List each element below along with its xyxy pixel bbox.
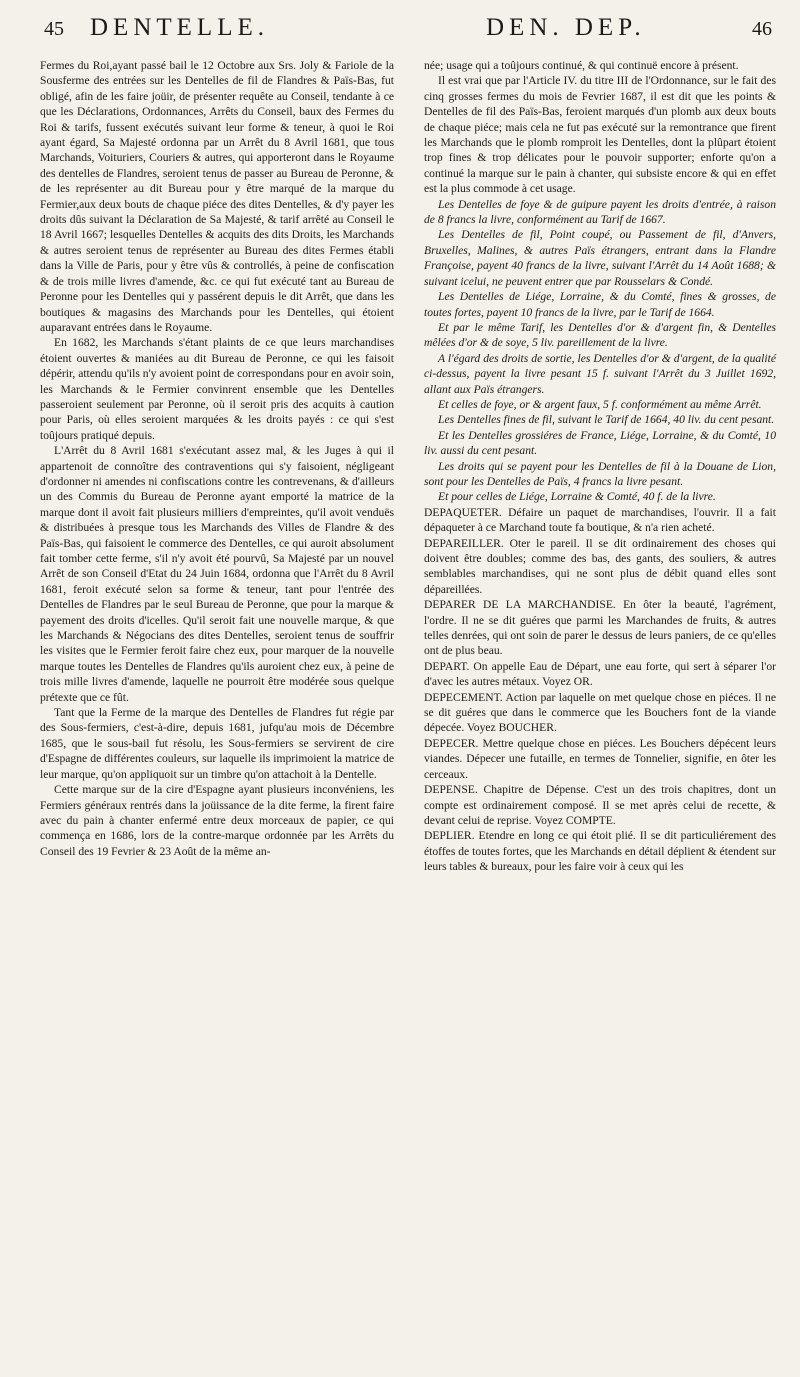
right-column-paragraph: Les droits qui se payent pour les Dentelles de fil à la Douane de Lion, sont pour les Dentelles de Païs, 4 francs la livre pesant.	[424, 459, 776, 488]
right-running-title: DEN. DEP.	[486, 14, 646, 41]
right-column-paragraph: née; usage qui a toûjours continué, & qui continuë encore à présent.	[424, 59, 739, 72]
right-column-paragraph: DEPART. On appelle Eau de Départ, une eau forte, qui sert à séparer l'or d'avec les autres métaux. Voyez OR.	[424, 659, 776, 689]
right-column-paragraph: DEPECEMENT. Action par laquelle on met quelque chose en piéces. Il ne se dit guéres que dans le commerce que les Bouchers font de la viande dépecée. Voyez BOUCHER.	[424, 690, 776, 735]
right-text-column	[424, 58, 776, 875]
right-column-paragraph: DEPAREILLER. Oter le pareil. Il se dit ordinairement des choses qui doivent être doubles; comme des bas, des gants, des souliers, & autres semblables marchandises, qui ne sont plus de débit quand elles sont dépareillées.	[424, 536, 776, 596]
right-column-paragraph: Il est vrai que par l'Article IV. du titre III de l'Ordonnance, sur le fait des cinq grosses fermes du mois de Fevrier 1687, il est dit que les points & Dentelles de fil des Païs-Bas, feroient marqués d'un plomb aux deux bouts de chaque piéce; mais cela ne fut pas exécuté sur la remontrance que firent les Marchands que le plomb romproit les Dentelles, dont la plûpart étoient trop fines & trop délicates pour le pouvoir supporter; enforte qu'on a continué la marque sur le pain à chanter, qui subsiste encore & qui en effet est la plus commode à cet usage.	[424, 74, 776, 196]
right-column-paragraph: A l'égard des droits de sortie, les Dentelles d'or & d'argent, de la qualité ci-dessus, payent la livre pesant 15 f. suivant l'Arrêt du 3 Juillet 1692, allant aux Païs étrangers.	[424, 351, 776, 396]
left-column-paragraph: En 1682, les Marchands s'étant plaints de ce que leurs marchandises étoient ouvertes & maniées au dit Bureau de Peronne, ce qui les faisoit dépérir, attendu qu'ils n'y avoient point de correspondans pour en avoir soin, les Marchands & le Fermier convinrent ensemble que les Dentelles passeroient seulement par Peronne, où il seroit pris des acquits à caution pour Paris, où elles seroient marquées & les droits payés : ce qui s'est toûjours pratiqué depuis.	[40, 336, 394, 442]
right-column-paragraph: Les Dentelles de foye & de guipure payent les droits d'entrée, à raison de 8 francs la livre, conformément au Tarif de 1667.	[424, 197, 776, 227]
right-column-paragraph: Les Dentelles fines de fil, suivant le Tarif de 1664, 40 liv. du cent pesant.	[438, 413, 775, 427]
right-column-paragraph: Et celles de foye, or & argent faux, 5 f. conformément au même Arrêt.	[438, 397, 762, 411]
left-text-column	[40, 58, 394, 859]
right-column-paragraph: Les Dentelles de fil, Point coupé, ou Passement de fil, d'Anvers, Bruxelles, Malines, & autres Païs étrangers, entrant dans la Flandre Françoise, payent 40 francs de la livre, suivant l'Arrêt du 14 Août 1688; & suivant icelui, ne peuvent entrer que par Rousselars & Condé.	[424, 228, 776, 288]
right-column-paragraph: Et par le même Tarif, les Dentelles d'or & d'argent fin, & Dentelles mêlées d'or & de soye, 5 liv. pareillement de la livre.	[424, 320, 776, 350]
right-column-paragraph: DEPLIER. Etendre en long ce qui étoit plié. Il se dit particuliérement des étoffes de toutes fortes, que les Marchands en détail déplient & étendent sur leurs tables & bureaux, pour les faire voir à ceux qui les	[424, 829, 776, 874]
right-column-paragraph: DEPARER DE LA MARCHANDISE. En ôter la beauté, l'agrément, l'ordre. Il ne se dit guéres que parmi les Marchandes de fruits, & autres telles denrées, qui ont soin de parer le dessus de leurs paniers, de ce qu'elles ont de plus beau.	[424, 598, 776, 658]
running-header	[42, 10, 772, 56]
right-column-paragraph: DEPAQUETER. Défaire un paquet de marchandises, l'ouvrir. Il a fait dépaqueter à ce Marchand toute fa boutique, & n'a rien acheté.	[424, 505, 776, 535]
right-column-paragraph: Les Dentelles de Liége, Lorraine, & du Comté, fines & grosses, de toutes fortes, payent 10 francs de la livre, par le Tarif de 1664.	[424, 290, 776, 319]
left-page-number: 45	[44, 18, 64, 40]
left-running-title: DENTELLE.	[90, 14, 269, 41]
left-column-paragraph: L'Arrêt du 8 Avril 1681 s'exécutant assez mal, & les Juges à qui il appartenoit de connoître des contraventions qui s'y faisoient, négligeant d'ordonner ni amendes ni confiscations contre les contrevenans, & d'ailleurs un des Commis du Bureau de Peronne ayant emporté la matrice de la marque dont il avoit fait plusieurs milliers d'empreintes, qu'il avoit venduës & distribuées à presque tous les Marchands des Villes de Flandre & des Païs-Bas, qui faisoient le commerce des Dentelles, ce qui auroit absolument fait tomber cette ferme, s'il n'y avoit été pourvû, Sa Majesté par un nouvel Arrêt de son Conseil d'Etat du 24 Juin 1684, ordonna que l'Arrêt du 8 Avril 1681, feroit exécuté selon sa forme & teneur, tant pour l'entrée des Dentelles de Flandres par le seul Bureau de Peronne, que pour la marque & payement des droits d'icelles. Qu'il seroit fait une nouvelle marque, & que les Marchands & Négocians des dites Dentelles, seroient tenus de souffrir les visites que le Fermier feroit faire chez eux, pour marquer de la nouvelle marque toutes les Dentelles de Flandres qu'ils auroient chez eux, à peine de trois mille livres d'amende, laquelle ne pourroit être modérée sous quelque prétexte que ce fût.	[40, 444, 394, 704]
right-column-paragraph: Et les Dentelles grossiéres de France, Liége, Lorraine, & du Comté, 10 liv. aussi du cent pesant.	[424, 428, 776, 458]
left-column-paragraph: Tant que la Ferme de la marque des Dentelles de Flandres fut régie par des Sous-fermiers, c'est-à-dire, depuis 1681, jufqu'au mois de Décembre 1685, que le sous-bail fut résolu, les Sous-fermiers se servirent de cire d'Espagne de différentes couleurs, sur laquelle ils imprimoient la matrice de leur marque, qu'on appliquoit sur un timbre qu'on attachoit à la Dentelle.	[40, 706, 394, 781]
right-column-paragraph: DEPECER. Mettre quelque chose en piéces. Les Bouchers dépécent leurs viandes. Dépecer une futaille, en termes de Tonnelier, signifie, en ôter les cerceaux.	[424, 736, 776, 781]
right-column-paragraph: DEPENSE. Chapitre de Dépense. C'est un des trois chapitres, dont un compte est ordinairement composé. Il se met après celui de recette, & devant celui de reprise. Voyez COMPTE.	[424, 783, 776, 827]
right-column-paragraph: Et pour celles de Liége, Lorraine & Comté, 40 f. de la livre.	[438, 490, 716, 504]
left-column-paragraph: Cette marque sur de la cire d'Espagne ayant plusieurs inconvéniens, les Fermiers généraux rentrés dans la joüissance de la dite ferme, la firent faire avec du pain à chanter enfermé entre deux morceaux de papier, ce qui commença en 1686, lors de la contre-marque ordonnée par les Arrêts du Conseil des 19 Fevrier & 23 Août de la même an-	[40, 783, 394, 858]
right-page-number: 46	[752, 18, 772, 40]
left-column-paragraph: Fermes du Roi,ayant passé bail le 12 Octobre aux Srs. Joly & Fariole de la Sousferme des entrées sur les Dentelles de fil de Flandres & Païs-Bas, fut obligé, afin de les faire joüir, de présenter requête au Conseil, tendante à ce que les Déclarations, Ordonnances, Arrêts du Conseil, baux des Fermes du Roi & tarifs, fussent exécutés suivant leur forme & teneur, à quoi le Roi ayant égard, Sa Majesté ordonna par un Arrêt du 8 Avril 1681, que tous Marchands, Voituriers, Couriers & autres, qui apporteront dans le Royaume des dentelles de Flandres, seroient tenus de passer au Bureau de Peronne, & de les représenter au dit Bureau pour y être marqué de la marque du Fermier,aux deux bouts de chaque piéce des dites Dentelles, & d'y payer les droits dûs suivant la Déclaration de Sa Majesté, & tarif arrêté au Conseil le 18 Avril 1667; lesquelles Dentelles & acquits des dits Droits, les Marchands & autres seroient tenus de représenter au Bureau des dites Fermes établi dans la Ville de Paris, pour y être vûs & controllés, à peine de confiscation & de trois mille livres d'amende, &c. ce qui fut exécuté tant au Bureau de Peronne pour les Dentelles qui y passérent depuis le dit Arrêt, que dans les boutiques & magasins des Marchands pour les Dentelles, qui étoient auparavant entrées dans le Royaume.	[40, 59, 394, 334]
